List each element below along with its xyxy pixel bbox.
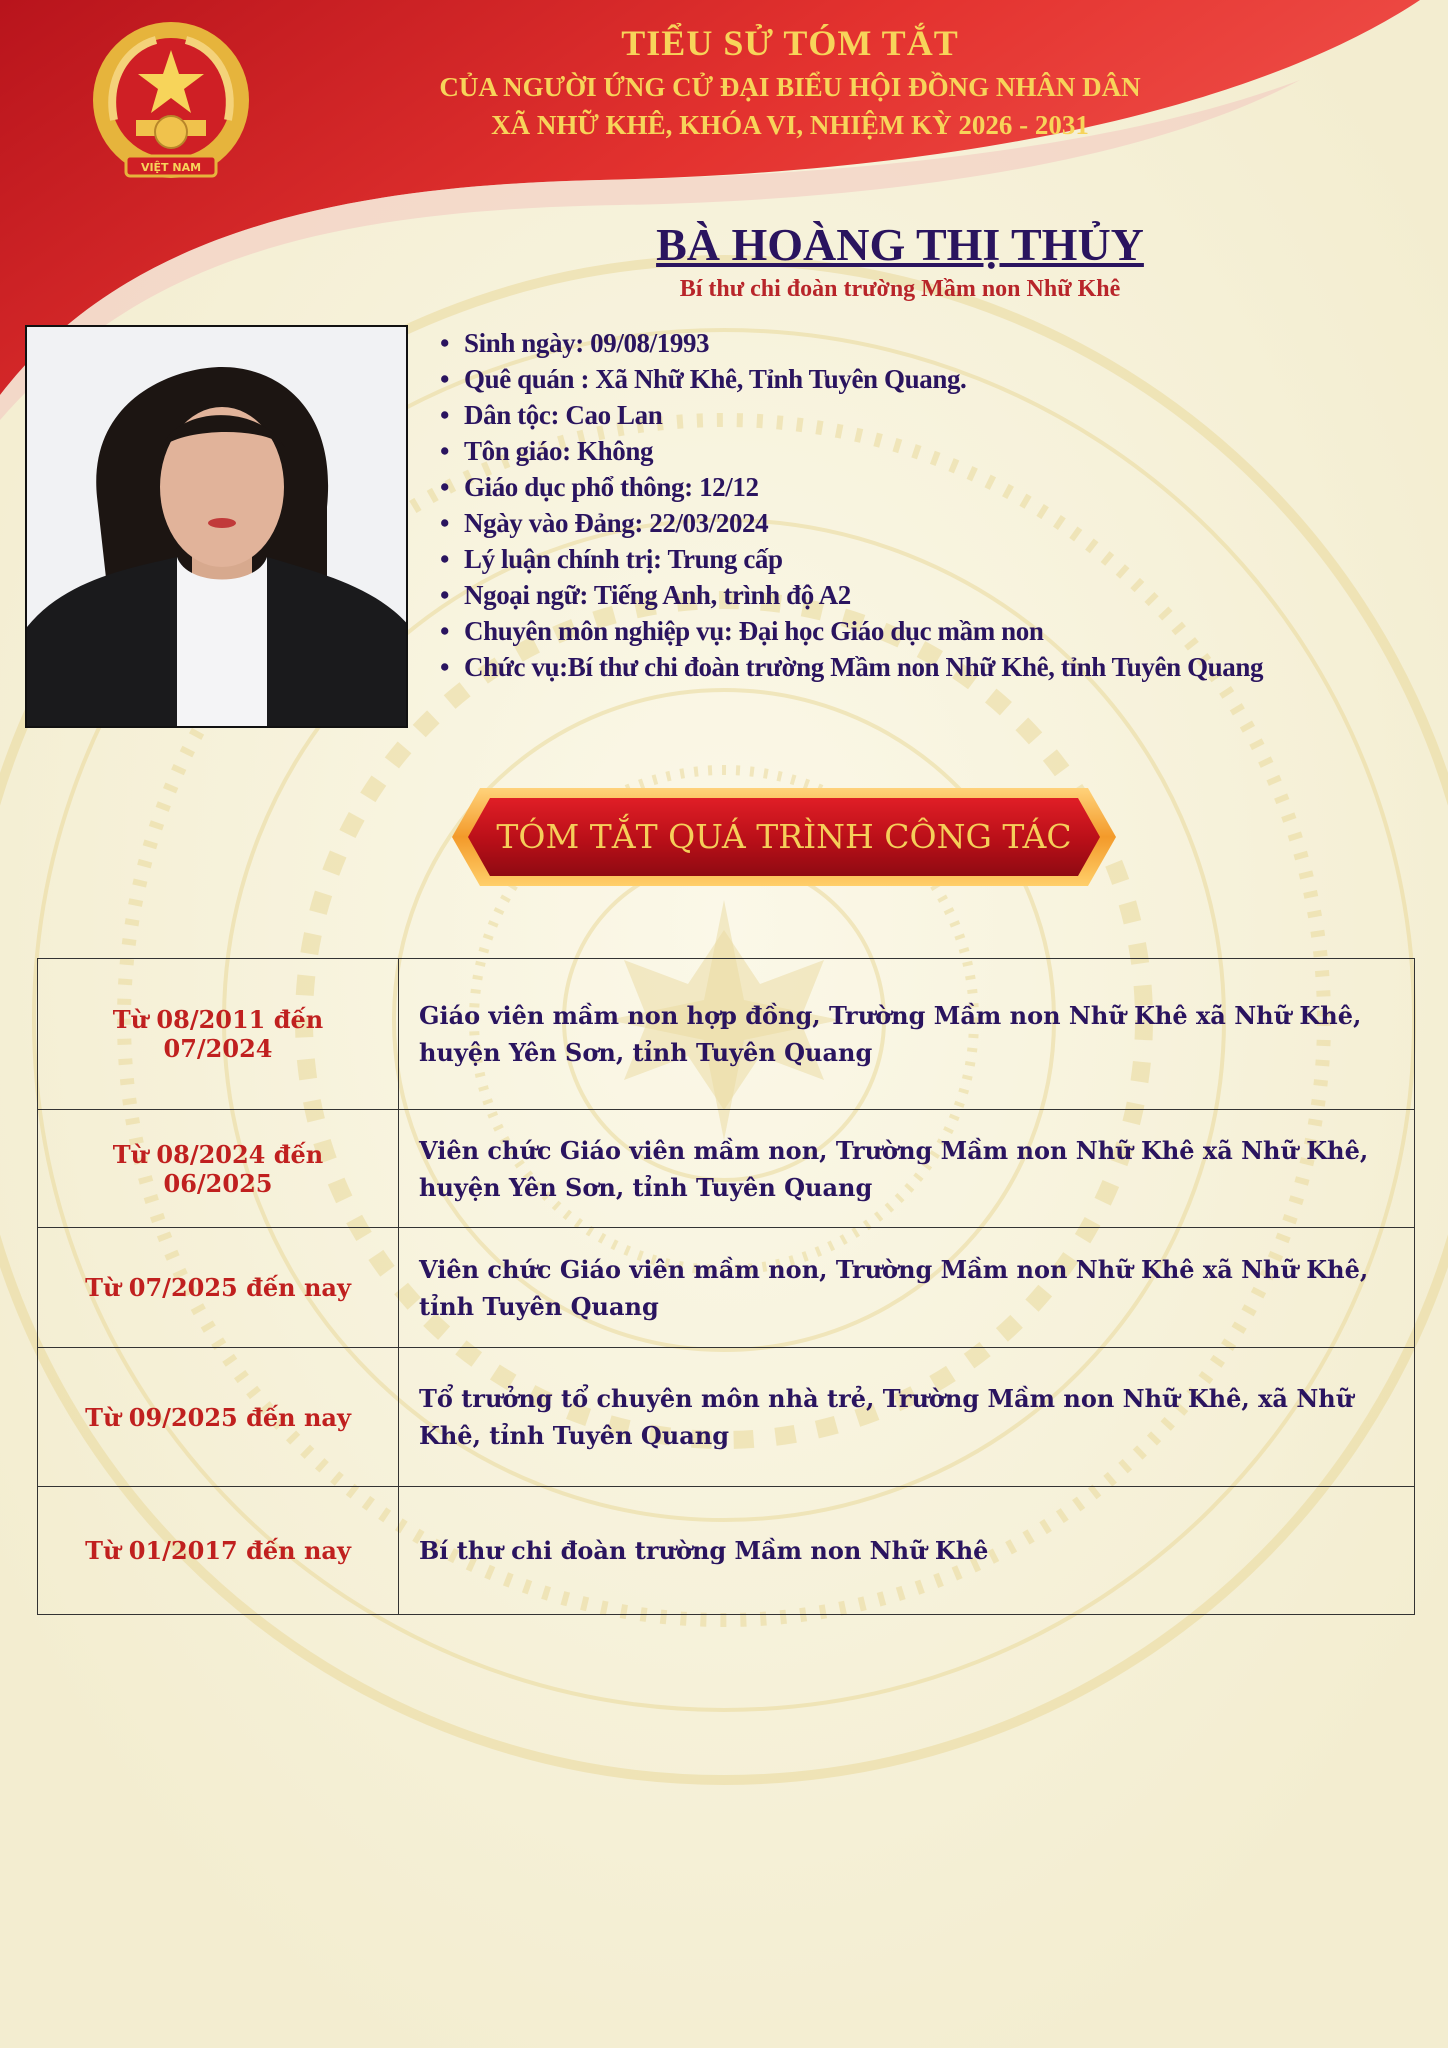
- career-summary-table: [37, 958, 1415, 1615]
- career-description: Viên chức Giáo viên mầm non, Trường Mầm non Nhữ Khê xã Nhữ Khê, huyện Yên Sơn, tỉnh Tuyên Quang: [399, 1110, 1415, 1228]
- table-row: [38, 1487, 1415, 1615]
- career-description: Viên chức Giáo viên mầm non, Trường Mầm non Nhữ Khê xã Nhữ Khê, tỉnh Tuyên Quang: [399, 1228, 1415, 1348]
- candidate-name: BÀ HOÀNG THỊ THỦY: [656, 219, 1144, 270]
- personal-info-list: [440, 325, 1440, 685]
- career-period: Từ 08/2011 đến 07/2024: [38, 959, 399, 1110]
- career-period: Từ 08/2024 đến 06/2025: [38, 1110, 399, 1228]
- info-birthdate: • Sinh ngày: 09/08/1993: [440, 328, 710, 358]
- info-current-position: • Chức vụ:Bí thư chi đoàn trường Mầm non Nhữ Khê, tỉnh Tuyên Quang: [440, 652, 1264, 682]
- table-row: [38, 1228, 1415, 1348]
- career-period: Từ 09/2025 đến nay: [38, 1348, 399, 1487]
- info-general-education: • Giáo dục phổ thông: 12/12: [440, 472, 759, 502]
- info-foreign-language: • Ngoại ngữ: Tiếng Anh, trình độ A2: [440, 580, 851, 610]
- table-row: [38, 1110, 1415, 1228]
- info-ethnicity: • Dân tộc: Cao Lan: [440, 400, 663, 430]
- career-period: Từ 01/2017 đến nay: [38, 1487, 399, 1615]
- candidate-position: Bí thư chi đoàn trường Mầm non Nhữ Khê: [679, 276, 1121, 302]
- career-description: Giáo viên mầm non hợp đồng, Trường Mầm non Nhữ Khê xã Nhữ Khê, huyện Yên Sơn, tỉnh Tuyên Quang: [399, 959, 1415, 1110]
- info-religion: • Tôn giáo: Không: [440, 436, 654, 466]
- emblem-text: VIỆT NAM: [140, 161, 202, 174]
- career-description: Tổ trưởng tổ chuyên môn nhà trẻ, Trường Mầm non Nhữ Khê, xã Nhữ Khê, tỉnh Tuyên Quang: [399, 1348, 1415, 1487]
- document-subtitle-line-2: XÃ NHỮ KHÊ, KHÓA VI, NHIỆM KỲ 2026 - 2031: [491, 110, 1089, 140]
- document-subtitle-line-1: CỦA NGƯỜI ỨNG CỬ ĐẠI BIỂU HỘI ĐỒNG NHÂN DÂN: [439, 72, 1141, 102]
- info-specialization: • Chuyên môn nghiệp vụ: Đại học Giáo dục mầm non: [440, 616, 1044, 646]
- info-political-theory: • Lý luận chính trị: Trung cấp: [440, 544, 783, 574]
- career-description: Bí thư chi đoàn trường Mầm non Nhữ Khê: [399, 1487, 1415, 1615]
- document-title: TIỂU SỬ TÓM TẮT: [621, 23, 959, 63]
- portrait-illustration: [27, 327, 408, 728]
- national-emblem-icon: [86, 20, 256, 190]
- info-party-admission: • Ngày vào Đảng: 22/03/2024: [440, 508, 769, 538]
- section-heading: TÓM TẮT QUÁ TRÌNH CÔNG TÁC: [496, 817, 1072, 856]
- career-period: Từ 07/2025 đến nay: [38, 1228, 399, 1348]
- table-row: [38, 1348, 1415, 1487]
- info-hometown: • Quê quán : Xã Nhữ Khê, Tỉnh Tuyên Quang.: [440, 364, 967, 394]
- candidate-portrait: [25, 325, 408, 728]
- table-row: [38, 959, 1415, 1110]
